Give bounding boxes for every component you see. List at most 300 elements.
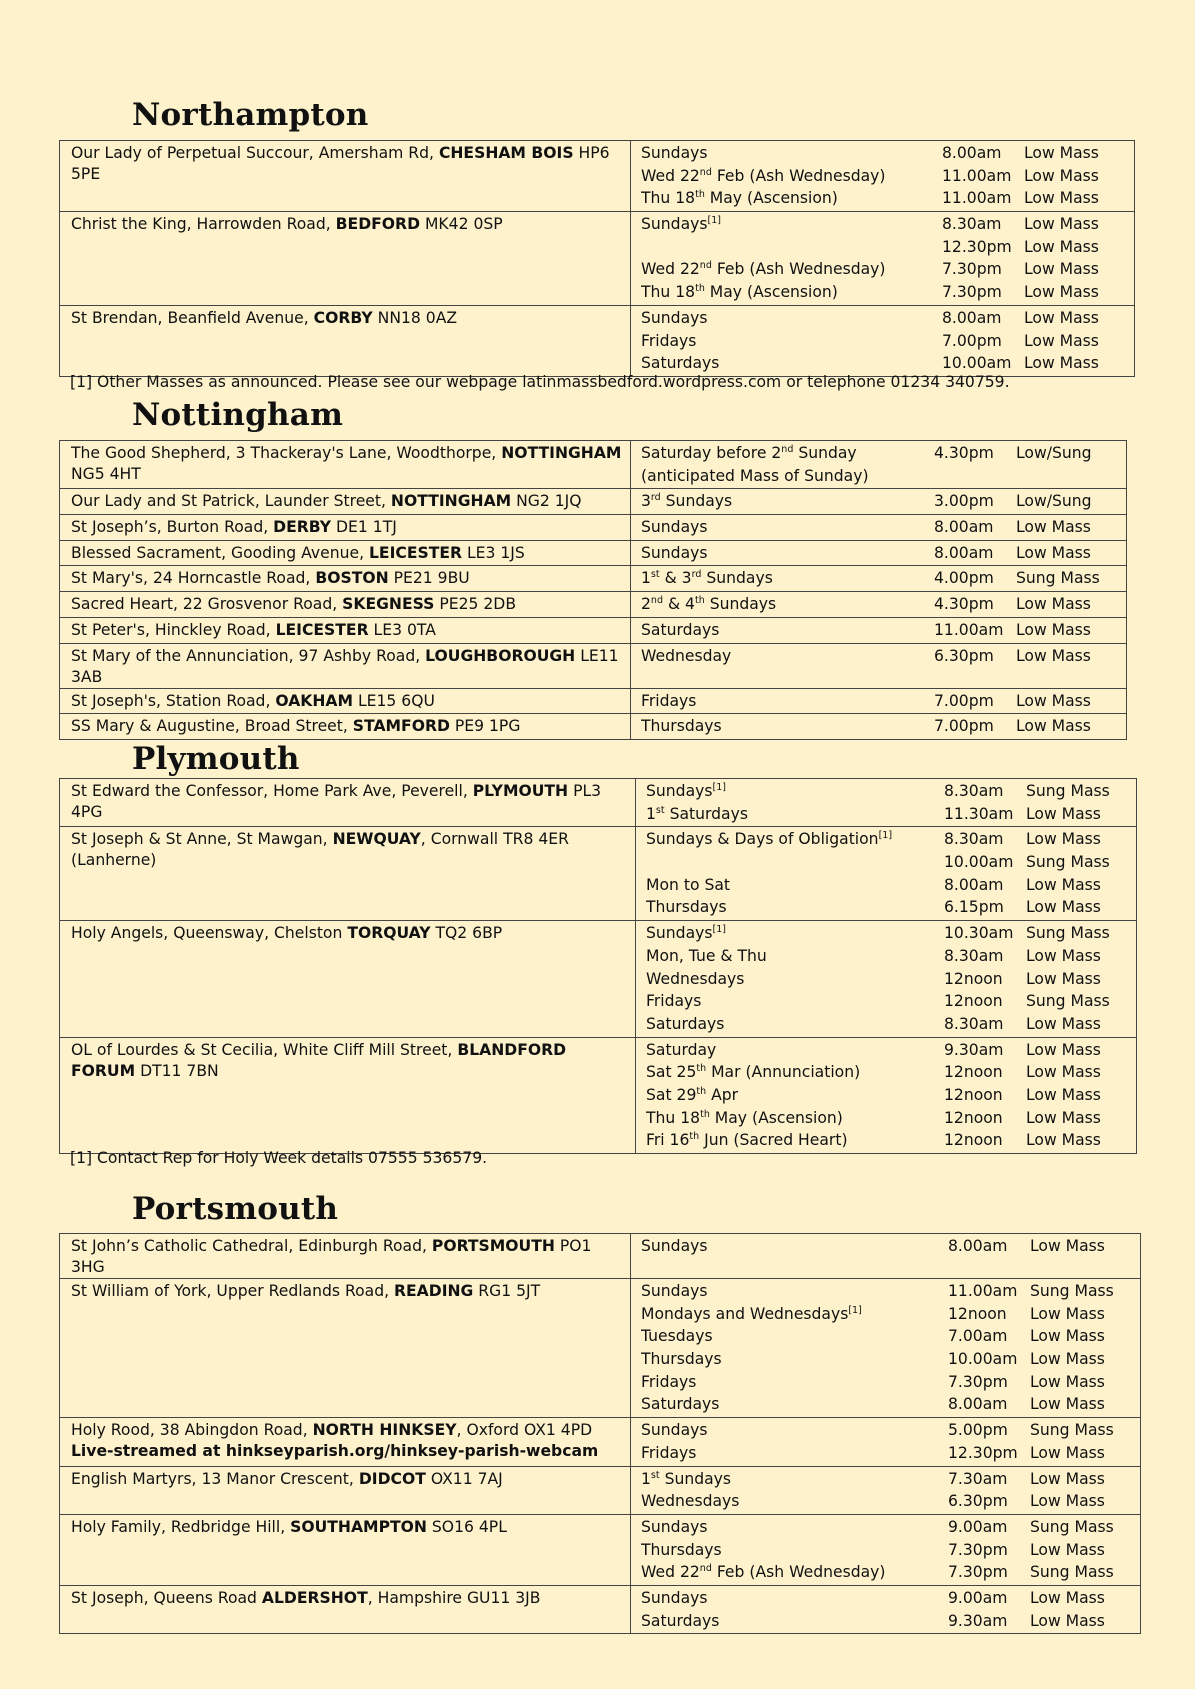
- day-text: Thursdays: [641, 1350, 722, 1369]
- service-day: [641, 1303, 948, 1326]
- service-kind: Low Mass: [1026, 1014, 1101, 1033]
- day-text-cont: & 4: [662, 595, 695, 614]
- section-heading: Plymouth: [132, 741, 300, 777]
- service-kind: Low Mass: [1030, 1469, 1105, 1488]
- church-postcode: NG5 4HT: [71, 465, 141, 483]
- day-text: Sundays: [641, 1237, 708, 1255]
- service-line: [646, 851, 1136, 874]
- day-text: (anticipated Mass of Sunday): [641, 466, 869, 485]
- day-text: Thu 18: [646, 1108, 701, 1127]
- service-day: [646, 1039, 944, 1062]
- times-cell: [636, 779, 1137, 827]
- service-time: 12noon: [944, 992, 1003, 1011]
- service-day: [641, 1235, 948, 1258]
- day-text: Sundays: [641, 1517, 708, 1536]
- service-line: [646, 922, 1136, 945]
- service-kind: Sung Mass: [1030, 1282, 1114, 1300]
- service-kind: Low Mass: [1016, 595, 1091, 614]
- church-name: Our Lady and St Patrick, Launder Street,: [71, 492, 391, 511]
- service-day: [641, 567, 934, 590]
- service-line: [641, 1280, 1140, 1303]
- service-line: [641, 465, 1126, 488]
- day-text: Saturdays: [641, 1611, 720, 1630]
- service-line: [641, 1561, 1140, 1584]
- church-postcode: PE21 9BU: [388, 569, 470, 588]
- church-cell: [60, 515, 631, 541]
- day-text: Saturdays: [646, 1014, 725, 1033]
- service-kind: Low Mass: [1024, 144, 1099, 162]
- day-text: Saturday before 2: [641, 444, 782, 462]
- service-kind: Sung Mass: [1026, 924, 1110, 943]
- day-text: Thu 18: [641, 189, 696, 208]
- church-postcode: HP6 5PE: [71, 144, 610, 183]
- service-time: 12.30pm: [948, 1443, 1018, 1462]
- service-day: [641, 281, 942, 304]
- church-postcode: RG1 5JT: [473, 1282, 541, 1300]
- service-day: [646, 828, 944, 851]
- day-text: Wed 22: [641, 166, 700, 185]
- service-line: [641, 1348, 1140, 1371]
- service-kind: Low Mass: [1026, 1063, 1101, 1082]
- service-time: 12noon: [944, 1131, 1003, 1150]
- service-line: [641, 213, 1134, 236]
- service-line: [641, 1325, 1140, 1348]
- church-postcode: DT11 7BN: [135, 1061, 219, 1080]
- service-time: [934, 465, 1016, 488]
- church-name: Our Lady of Perpetual Succour, Amersham Rd,: [71, 144, 439, 162]
- church-cell: [60, 1514, 631, 1585]
- day-text: Fridays: [641, 1372, 697, 1391]
- church-name: St Mary of the Annunciation, 97 Ashby Road,: [71, 646, 426, 665]
- footnote: [1] Contact Rep for Holy Week details 07555 536579.: [70, 1149, 488, 1167]
- service-line: [641, 258, 1134, 281]
- day-suffix: th: [695, 189, 705, 201]
- church-postcode: PO1 3HG: [71, 1237, 592, 1276]
- day-text-cont: Feb (Ash Wednesday): [711, 260, 886, 279]
- church-cell: [60, 212, 631, 306]
- service-line: [641, 281, 1134, 304]
- day-text: Tuesdays: [641, 1327, 713, 1346]
- church-cell: [60, 1585, 631, 1633]
- service-time: 5.00pm: [948, 1421, 1008, 1440]
- service-line: [641, 1393, 1140, 1416]
- church-cell: [60, 489, 631, 515]
- service-kind: Sung Mass: [1030, 1421, 1114, 1440]
- service-time: 8.30am: [944, 1014, 1004, 1033]
- day-text: Saturdays: [641, 1395, 720, 1414]
- service-time: 8.00am: [944, 875, 1004, 894]
- service-kind: Sung Mass: [1026, 853, 1110, 872]
- day-text-cont: Sundays: [701, 569, 773, 588]
- table-row: [60, 643, 1127, 688]
- service-day: [646, 968, 944, 991]
- church-cell: [60, 540, 631, 566]
- day-suffix: th: [695, 283, 705, 295]
- church-cell: [60, 141, 631, 212]
- service-time: 8.00am: [948, 1237, 1008, 1255]
- footnote: [1] Other Masses as announced. Please see our webpage latinmassbedford.wordpress.com or telephone 01234 340759.: [70, 373, 1010, 391]
- service-kind: Low Mass: [1024, 189, 1099, 208]
- service-time: 12noon: [948, 1304, 1007, 1323]
- service-time: 10.00am: [944, 853, 1014, 872]
- day-text: Fridays: [641, 1443, 697, 1462]
- table-row: [60, 1585, 1141, 1633]
- day-text-cont: Sundays: [660, 492, 733, 511]
- day-text: 1: [646, 804, 656, 823]
- service-kind: Low Mass: [1030, 1611, 1105, 1630]
- service-kind: Low Mass: [1026, 1040, 1101, 1059]
- service-day: [641, 1419, 948, 1442]
- section-heading: Nottingham: [132, 397, 344, 433]
- service-line: [641, 715, 1126, 738]
- church-postcode: MK42 0SP: [420, 215, 503, 234]
- livestream-note: Live-streamed at hinkseyparish.org/hinksey-parish-webcam: [71, 1442, 599, 1461]
- schedule-table: [59, 1233, 1141, 1634]
- town-name: OAKHAM: [275, 691, 354, 710]
- church-postcode: DE1 1TJ: [331, 518, 397, 537]
- service-line: [646, 1061, 1136, 1084]
- service-day: [646, 780, 944, 803]
- table-row: [60, 141, 1135, 212]
- service-time: 7.30pm: [948, 1563, 1008, 1582]
- table-row: [60, 921, 1137, 1037]
- service-day: [641, 307, 942, 330]
- service-kind: Low Mass: [1024, 308, 1099, 327]
- service-kind: Low Mass: [1024, 354, 1099, 373]
- town-name: LEICESTER: [369, 543, 463, 562]
- section-heading: Portsmouth: [132, 1191, 339, 1227]
- church-name: St Joseph & St Anne, St Mawgan,: [71, 830, 333, 849]
- service-line: [646, 968, 1136, 991]
- day-text-cont: Feb (Ash Wednesday): [711, 1563, 886, 1582]
- table-row: [60, 540, 1127, 566]
- day-text: 1: [641, 1469, 651, 1488]
- service-kind: Low Mass: [1026, 946, 1101, 965]
- town-name: NORTH HINKSEY: [312, 1421, 457, 1440]
- church-postcode: , Cornwall TR8 4ER (Lanherne): [71, 830, 569, 870]
- times-cell: [636, 827, 1137, 921]
- church-name: The Good Shepherd, 3 Thackeray's Lane, Woodthorpe,: [71, 444, 502, 462]
- service-time: 6.30pm: [948, 1492, 1008, 1511]
- church-cell: [60, 617, 631, 643]
- service-kind: Sung Mass: [1026, 992, 1110, 1011]
- church-name: St John’s Catholic Cathedral, Edinburgh Road,: [71, 1237, 432, 1255]
- day-text: Fridays: [641, 331, 697, 350]
- day-text: Saturdays: [641, 620, 720, 639]
- service-kind: Low Mass: [1030, 1237, 1105, 1255]
- table-row: [60, 305, 1135, 376]
- service-line: [641, 490, 1126, 513]
- service-kind: Low Mass: [1016, 518, 1091, 537]
- service-day: [646, 896, 944, 919]
- table-row: [60, 441, 1127, 489]
- service-time: 7.00pm: [934, 691, 994, 710]
- church-name: St Joseph's, Station Road,: [71, 691, 276, 710]
- church-postcode: NN18 0AZ: [372, 308, 458, 327]
- times-cell: [631, 305, 1135, 376]
- church-postcode: PL3 4PG: [71, 782, 602, 821]
- service-kind: Low Mass: [1024, 260, 1099, 279]
- day-text: Sundays & Days of Obligation: [646, 830, 879, 849]
- service-kind: Sung Mass: [1026, 782, 1110, 800]
- day-suffix: th: [689, 1131, 700, 1143]
- service-line: [641, 619, 1126, 642]
- service-day: [641, 142, 942, 165]
- day-suffix: th: [696, 1063, 707, 1075]
- day-text: Wed 22: [641, 260, 700, 279]
- church-name: Blessed Sacrament, Gooding Avenue,: [71, 543, 369, 562]
- service-time: 8.30am: [944, 946, 1004, 965]
- service-time: 12noon: [944, 969, 1003, 988]
- service-time: 7.30pm: [948, 1540, 1008, 1559]
- day-suffix: nd: [650, 595, 663, 607]
- town-name: DIDCOT: [358, 1469, 426, 1488]
- service-day: [641, 593, 934, 616]
- times-cell: [631, 617, 1127, 643]
- service-time: 12noon: [944, 1085, 1003, 1104]
- schedule-table: [59, 140, 1135, 377]
- service-day: [641, 1561, 948, 1584]
- church-name: St Peter's, Hinckley Road,: [71, 620, 276, 639]
- service-line: [646, 945, 1136, 968]
- service-day: [646, 1061, 944, 1084]
- service-line: [641, 1539, 1140, 1562]
- day-text-cont: Sundays: [704, 595, 777, 614]
- service-day: [641, 1468, 948, 1491]
- service-day: [646, 1013, 944, 1036]
- service-time: 11.00am: [948, 1282, 1018, 1300]
- town-name: LEICESTER: [275, 620, 369, 639]
- church-name: Sacred Heart, 22 Grosvenor Road,: [71, 595, 343, 614]
- service-kind: Low Mass: [1026, 898, 1101, 917]
- service-time: 7.30pm: [942, 283, 1002, 302]
- service-kind: Low Mass: [1024, 166, 1099, 185]
- service-line: [646, 828, 1136, 851]
- service-time: 6.30pm: [934, 646, 994, 665]
- day-text: Sundays: [641, 308, 708, 327]
- schedule-table: [59, 440, 1127, 740]
- service-kind: Low Mass: [1030, 1350, 1105, 1369]
- day-text: Sundays: [641, 518, 708, 537]
- service-time: 4.00pm: [934, 569, 994, 588]
- day-text: Thu 18: [641, 283, 696, 302]
- service-day: [641, 1348, 948, 1371]
- service-day: [641, 187, 942, 210]
- church-postcode: PE9 1PG: [449, 717, 521, 736]
- day-text: Sundays: [641, 1282, 708, 1300]
- service-day: [641, 465, 934, 488]
- service-line: [641, 142, 1134, 165]
- service-kind: Low Mass: [1030, 1492, 1105, 1511]
- service-kind: Low Mass: [1016, 691, 1091, 710]
- church-name: Holy Family, Redbridge Hill,: [71, 1517, 291, 1536]
- church-cell: [60, 1466, 631, 1514]
- service-time: 4.30pm: [934, 595, 994, 614]
- service-time: 3.00pm: [934, 492, 994, 511]
- table-row: [60, 827, 1137, 921]
- times-cell: [631, 515, 1127, 541]
- day-text: Thursdays: [646, 898, 727, 917]
- church-cell: [60, 1037, 636, 1153]
- day-text: Wednesday: [641, 646, 732, 665]
- service-time: 6.15pm: [944, 898, 1004, 917]
- day-text-cont: Feb (Ash Wednesday): [711, 166, 886, 185]
- times-cell: [631, 566, 1127, 592]
- table-row: [60, 1234, 1141, 1279]
- service-line: [641, 567, 1126, 590]
- service-day: [641, 1371, 948, 1394]
- church-cell: [60, 688, 631, 714]
- service-day: [641, 1280, 948, 1303]
- church-cell: [60, 592, 631, 618]
- church-postcode: , Hampshire GU11 3JB: [367, 1588, 541, 1607]
- times-cell: [631, 1585, 1141, 1633]
- table-row: [60, 1037, 1137, 1153]
- service-line: [641, 542, 1126, 565]
- church-cell: [60, 779, 636, 827]
- service-kind: Low Mass: [1024, 283, 1099, 302]
- day-text: 3: [641, 492, 651, 511]
- day-text: Fri 16: [646, 1131, 690, 1150]
- service-line: [646, 874, 1136, 897]
- table-row: [60, 1466, 1141, 1514]
- day-text: Mon, Tue & Thu: [646, 946, 767, 965]
- service-line: [641, 1468, 1140, 1491]
- table-row: [60, 714, 1127, 740]
- church-cell: [60, 921, 636, 1037]
- town-name: BLANDFORD FORUM: [71, 1040, 567, 1080]
- service-line: [641, 1235, 1140, 1258]
- service-kind: Low Mass: [1026, 1108, 1101, 1127]
- schedule-table: [59, 778, 1137, 1154]
- day-suffix: rd: [650, 492, 661, 504]
- service-time: 8.00am: [942, 144, 1002, 162]
- church-name: OL of Lourdes & St Cecilia, White Cliff Mill Street,: [71, 1040, 458, 1059]
- service-time: 9.30am: [948, 1611, 1008, 1630]
- service-line: [646, 1039, 1136, 1062]
- day-suffix: nd: [699, 1563, 712, 1575]
- day-suffix: [1]: [712, 782, 726, 793]
- times-cell: [631, 1234, 1141, 1279]
- church-name: St Mary's, 24 Horncastle Road,: [71, 569, 316, 588]
- service-kind: Low Mass: [1026, 830, 1101, 849]
- day-suffix: nd: [699, 260, 712, 272]
- service-kind: Low Mass: [1016, 620, 1091, 639]
- service-time: 7.00pm: [942, 331, 1002, 350]
- service-time: 8.00am: [948, 1395, 1008, 1414]
- day-suffix: rd: [691, 569, 702, 581]
- town-name: ALDERSHOT: [261, 1588, 368, 1607]
- service-time: 10.30am: [944, 924, 1014, 943]
- town-name: SKEGNESS: [342, 595, 435, 614]
- service-day: [641, 1393, 948, 1416]
- day-text: Mondays and Wednesdays: [641, 1304, 849, 1323]
- times-cell: [631, 643, 1127, 688]
- service-line: [641, 1419, 1140, 1442]
- day-suffix: th: [694, 595, 705, 607]
- day-text: Thursdays: [641, 1540, 722, 1559]
- service-line: [646, 1013, 1136, 1036]
- service-time: 8.00am: [934, 543, 994, 562]
- service-time: 12noon: [944, 1108, 1003, 1127]
- service-kind: Low Mass: [1030, 1372, 1105, 1391]
- service-time: 8.00am: [942, 308, 1002, 327]
- day-text: Saturday: [646, 1040, 717, 1059]
- service-time: 8.00am: [934, 518, 994, 537]
- day-suffix: [1]: [707, 215, 721, 227]
- service-day: [646, 874, 944, 897]
- service-time: 12noon: [944, 1063, 1003, 1082]
- service-time: 9.30am: [944, 1040, 1004, 1059]
- service-day: [641, 442, 934, 465]
- day-text: Wednesdays: [646, 969, 745, 988]
- service-day: [641, 542, 934, 565]
- service-kind: Low Mass: [1030, 1395, 1105, 1414]
- service-time: 9.00am: [948, 1588, 1008, 1607]
- table-row: [60, 617, 1127, 643]
- day-text-cont: May (Ascension): [704, 189, 838, 208]
- church-cell: [60, 1234, 631, 1279]
- day-text-cont: Mar (Annunciation): [706, 1063, 861, 1082]
- day-text: Sundays: [641, 543, 708, 562]
- times-cell: [631, 489, 1127, 515]
- day-text-cont: Jun (Sacred Heart): [699, 1131, 848, 1150]
- service-day: [641, 690, 934, 713]
- service-kind: Low Mass: [1030, 1443, 1105, 1462]
- day-suffix: [1]: [712, 924, 726, 936]
- church-postcode: LE3 0TA: [368, 620, 436, 639]
- service-line: [641, 165, 1134, 188]
- service-day: [641, 258, 942, 281]
- town-name: TORQUAY: [347, 924, 431, 943]
- church-name: St Joseph, Queens Road: [71, 1588, 262, 1607]
- church-name: St Edward the Confessor, Home Park Ave, Peverell,: [71, 782, 473, 800]
- service-time: 11.30am: [944, 804, 1014, 823]
- town-name: READING: [394, 1282, 474, 1300]
- times-cell: [631, 212, 1135, 306]
- service-time: 10.00am: [942, 354, 1012, 373]
- service-line: [641, 1490, 1140, 1513]
- service-day: [646, 803, 944, 826]
- service-kind: [1016, 465, 1126, 488]
- church-postcode: NG2 1JQ: [511, 492, 582, 511]
- times-cell: [631, 141, 1135, 212]
- service-day: [641, 1610, 948, 1633]
- town-name: PORTSMOUTH: [431, 1237, 555, 1255]
- service-time: 7.00am: [948, 1327, 1008, 1346]
- church-postcode: LE3 1JS: [462, 543, 525, 562]
- church-cell: [60, 441, 631, 489]
- town-name: STAMFORD: [352, 717, 450, 736]
- times-cell: [631, 688, 1127, 714]
- service-time: 10.00am: [948, 1350, 1018, 1369]
- times-cell: [631, 592, 1127, 618]
- day-text: Sundays: [641, 1588, 708, 1607]
- service-time: 9.00am: [948, 1517, 1008, 1536]
- day-text: Thursdays: [641, 717, 722, 736]
- day-text: Fridays: [641, 691, 697, 710]
- service-line: [641, 1516, 1140, 1539]
- service-day: [641, 516, 934, 539]
- table-row: [60, 1279, 1141, 1418]
- service-time: 8.30am: [944, 830, 1004, 849]
- service-time: 7.00pm: [934, 717, 994, 736]
- service-line: [641, 1610, 1140, 1633]
- day-suffix: nd: [699, 166, 712, 178]
- service-line: [641, 330, 1134, 353]
- service-time: 8.30am: [942, 215, 1002, 234]
- day-text-cont: & 3: [659, 569, 692, 588]
